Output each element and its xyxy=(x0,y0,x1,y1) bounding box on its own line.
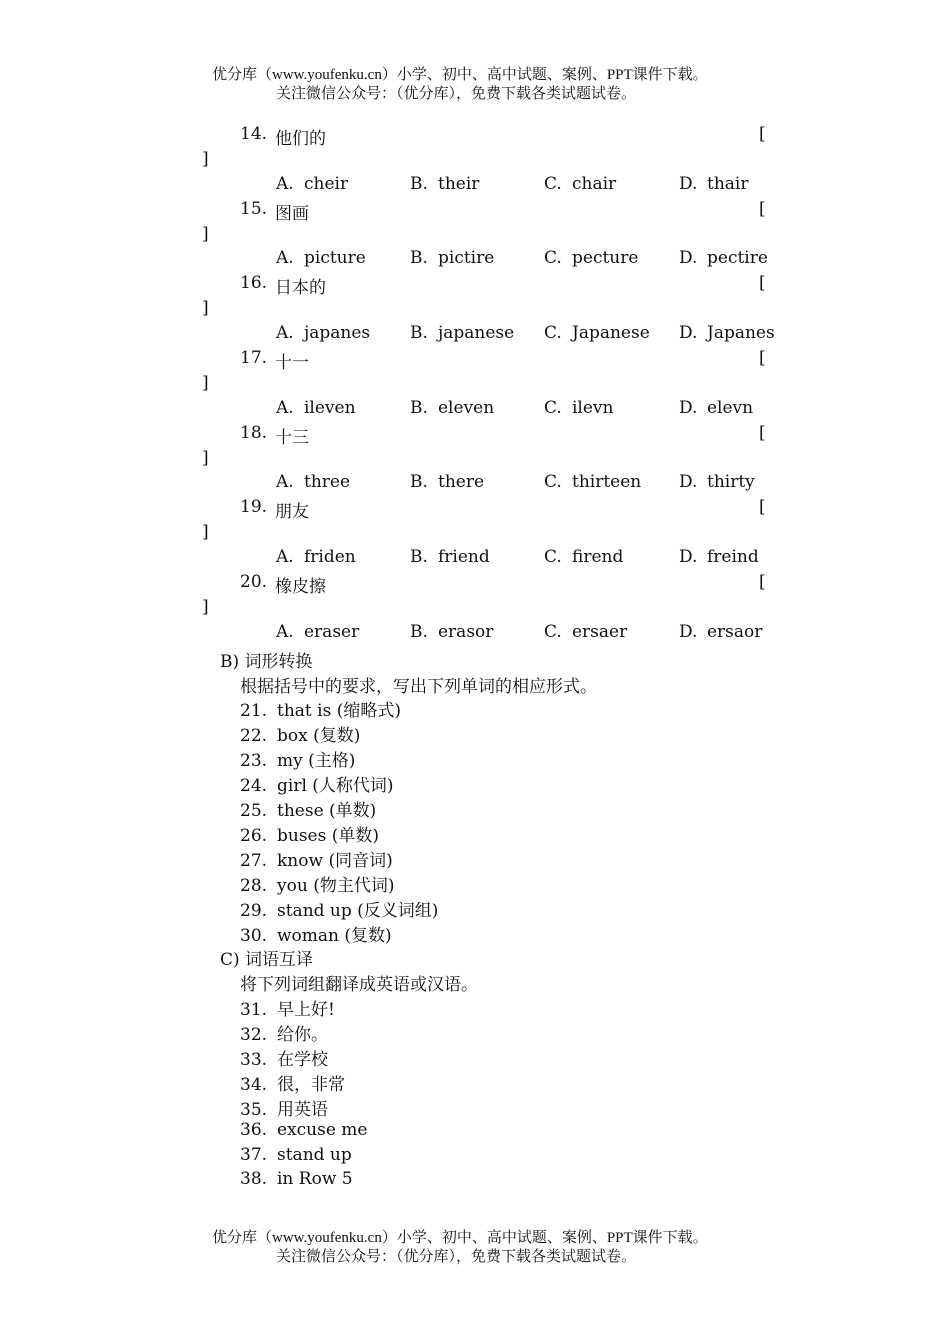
question-line xyxy=(0,572,950,597)
option-a xyxy=(276,323,370,343)
list-item xyxy=(0,1095,950,1120)
answer-bracket-close: ] xyxy=(202,596,209,617)
answer-bracket-line xyxy=(0,448,950,473)
option-text: japanes xyxy=(304,323,371,344)
option-text: Japanes xyxy=(707,323,775,344)
option-text: erasor xyxy=(438,621,494,642)
item-number: 24. xyxy=(240,776,268,797)
option-letter: C. xyxy=(544,248,562,269)
item-text: my (主格) xyxy=(277,751,356,772)
answer-bracket-open: [ xyxy=(759,348,766,369)
item-number: 34. xyxy=(240,1074,268,1095)
option-letter: B. xyxy=(410,248,428,269)
options-line xyxy=(0,323,950,348)
option-b xyxy=(410,248,494,268)
footer-line-1: 优分库（www.youfenku.cn）小学、初中、高中试题、案例、PPT课件下载。 xyxy=(212,1230,708,1246)
option-text: pecture xyxy=(572,248,639,269)
answer-bracket-line xyxy=(0,149,950,174)
option-letter: D. xyxy=(679,248,698,269)
item-number: 31. xyxy=(240,1000,268,1021)
item-text: 早上好! xyxy=(277,1000,335,1021)
option-a xyxy=(276,622,359,642)
option-text: pictire xyxy=(438,248,495,269)
item-content xyxy=(240,1020,328,1045)
question-stem: 朋友 xyxy=(275,502,309,523)
option-text: ersaor xyxy=(707,621,763,642)
answer-bracket-line xyxy=(0,522,950,547)
option-letter: D. xyxy=(679,472,698,493)
section-c-instruction: 将下列词组翻译成英语或汉语。 xyxy=(240,975,478,996)
header-line-1: 优分库（www.youfenku.cn）小学、初中、高中试题、案例、PPT课件下载。 xyxy=(212,67,708,83)
option-d xyxy=(679,622,762,642)
option-letter: D. xyxy=(679,323,698,344)
item-text: know (同音词) xyxy=(277,850,393,871)
list-item xyxy=(0,995,950,1020)
option-b xyxy=(410,174,479,194)
option-c xyxy=(544,472,641,492)
option-d xyxy=(679,398,753,418)
question-number: 18. xyxy=(240,422,268,443)
item-text: 用英语 xyxy=(277,1099,328,1120)
item-content xyxy=(240,1070,345,1095)
option-a xyxy=(276,174,348,194)
option-letter: B. xyxy=(410,323,428,344)
option-text: cheir xyxy=(304,173,349,194)
option-letter: A. xyxy=(276,397,294,418)
item-content xyxy=(240,1045,328,1070)
item-number: 30. xyxy=(240,925,268,946)
section-b-instruction: 根据括号中的要求，写出下列单词的相应形式。 xyxy=(240,676,597,697)
option-text: friend xyxy=(438,547,490,568)
option-letter: B. xyxy=(410,547,428,568)
option-text: thair xyxy=(707,173,749,194)
list-item xyxy=(0,846,950,871)
answer-bracket-line xyxy=(0,373,950,398)
option-text: their xyxy=(438,173,480,194)
option-c xyxy=(544,323,650,343)
option-b xyxy=(410,323,514,343)
option-text: chair xyxy=(572,173,617,194)
item-number: 29. xyxy=(240,900,268,921)
option-text: friden xyxy=(304,547,356,568)
option-text: freind xyxy=(707,547,759,568)
option-a xyxy=(276,398,356,418)
option-a xyxy=(276,547,356,567)
list-item xyxy=(0,771,950,796)
list-item xyxy=(0,696,950,721)
item-content xyxy=(240,721,360,746)
question-number: 19. xyxy=(240,497,268,518)
option-letter: A. xyxy=(276,248,294,269)
list-item xyxy=(0,1045,950,1070)
item-number: 35. xyxy=(240,1099,268,1120)
list-item xyxy=(0,1120,950,1145)
answer-bracket-line xyxy=(0,298,950,323)
question-line xyxy=(0,423,950,448)
item-content xyxy=(240,1120,368,1140)
option-letter: A. xyxy=(276,547,294,568)
question-number: 20. xyxy=(240,572,268,593)
item-number: 26. xyxy=(240,825,268,846)
option-d xyxy=(679,323,775,343)
item-text: that is (缩略式) xyxy=(277,701,401,722)
item-content xyxy=(240,746,355,771)
option-text: picture xyxy=(304,248,366,269)
item-text: 给你。 xyxy=(277,1025,328,1046)
option-c xyxy=(544,398,614,418)
list-item xyxy=(0,1070,950,1095)
item-content xyxy=(240,1145,352,1165)
option-text: pectire xyxy=(707,248,768,269)
option-b xyxy=(410,472,484,492)
question-line xyxy=(0,348,950,373)
option-letter: D. xyxy=(679,547,698,568)
item-number: 28. xyxy=(240,875,268,896)
question-stem: 橡皮擦 xyxy=(275,577,326,598)
option-b xyxy=(410,622,493,642)
header-line-2: 关注微信公众号：（优分库），免费下载各类试题试卷。 xyxy=(276,86,637,102)
item-content xyxy=(240,896,438,921)
item-text: buses (单数) xyxy=(277,825,380,846)
option-d xyxy=(679,174,748,194)
list-item xyxy=(0,796,950,821)
answer-bracket-line xyxy=(0,224,950,249)
option-c xyxy=(544,248,638,268)
answer-bracket-close: ] xyxy=(202,522,209,543)
option-letter: B. xyxy=(410,397,428,418)
item-number: 25. xyxy=(240,801,268,822)
list-item xyxy=(0,1020,950,1045)
list-item xyxy=(0,746,950,771)
option-letter: A. xyxy=(276,173,294,194)
option-text: japanese xyxy=(438,323,515,344)
question-stem: 十一 xyxy=(275,353,309,374)
question-stem: 图画 xyxy=(275,203,309,224)
option-text: there xyxy=(438,472,485,493)
answer-bracket-close: ] xyxy=(202,298,209,319)
answer-bracket-close: ] xyxy=(202,148,209,169)
options-line xyxy=(0,547,950,572)
options-line xyxy=(0,248,950,273)
item-number: 38. xyxy=(240,1169,268,1190)
option-letter: B. xyxy=(410,173,428,194)
question-number: 14. xyxy=(240,124,268,144)
option-letter: C. xyxy=(544,397,562,418)
option-c xyxy=(544,547,623,567)
question-line xyxy=(0,124,950,149)
question-stem: 他们的 xyxy=(275,129,326,149)
section-b xyxy=(0,647,950,946)
option-d xyxy=(679,472,755,492)
question-line xyxy=(0,199,950,224)
item-content xyxy=(240,771,394,796)
item-text: stand up (反义词组) xyxy=(277,900,439,921)
item-text: girl (人称代词) xyxy=(277,776,394,797)
section-b-title: B) 词形转换 xyxy=(220,651,313,672)
item-number: 36. xyxy=(240,1119,268,1140)
option-letter: C. xyxy=(544,323,562,344)
option-b xyxy=(410,547,490,567)
item-content xyxy=(240,821,379,846)
options-line xyxy=(0,398,950,423)
multiple-choice-questions xyxy=(0,124,950,647)
option-text: ersaer xyxy=(572,621,628,642)
item-text: box (复数) xyxy=(277,726,361,747)
item-text: these (单数) xyxy=(277,801,377,822)
question-number: 15. xyxy=(240,198,268,219)
item-content xyxy=(240,1169,353,1189)
item-content xyxy=(240,696,401,721)
list-item xyxy=(0,821,950,846)
answer-bracket-close: ] xyxy=(202,372,209,393)
option-text: ilevn xyxy=(572,397,614,418)
answer-bracket-open: [ xyxy=(759,422,766,443)
option-text: eleven xyxy=(438,397,495,418)
question-stem: 日本的 xyxy=(275,278,326,299)
item-number: 33. xyxy=(240,1049,268,1070)
item-text: stand up xyxy=(277,1144,352,1165)
item-number: 32. xyxy=(240,1025,268,1046)
option-letter: C. xyxy=(544,173,562,194)
section-c xyxy=(0,945,950,1194)
option-letter: D. xyxy=(679,621,698,642)
option-letter: C. xyxy=(544,472,562,493)
section-c-title: C) 词语互译 xyxy=(220,950,314,971)
option-a xyxy=(276,472,350,492)
option-b xyxy=(410,398,494,418)
option-c xyxy=(544,174,616,194)
list-item xyxy=(0,721,950,746)
worksheet-content xyxy=(0,124,950,1194)
item-number: 21. xyxy=(240,701,268,722)
item-number: 27. xyxy=(240,850,268,871)
option-text: ileven xyxy=(304,397,356,418)
item-text: 很，非常 xyxy=(277,1074,345,1095)
item-content xyxy=(240,921,392,946)
list-item xyxy=(0,921,950,946)
item-text: excuse me xyxy=(277,1119,368,1140)
option-letter: A. xyxy=(276,323,294,344)
item-text: you (物主代词) xyxy=(277,875,395,896)
question-line xyxy=(0,497,950,522)
option-text: firend xyxy=(572,547,624,568)
list-item xyxy=(0,1145,950,1170)
option-text: three xyxy=(304,472,351,493)
option-text: Japanese xyxy=(572,323,650,344)
options-line xyxy=(0,622,950,647)
answer-bracket-open: [ xyxy=(759,273,766,294)
list-item xyxy=(0,1169,950,1194)
option-letter: B. xyxy=(410,621,428,642)
option-text: thirty xyxy=(707,472,755,493)
option-letter: C. xyxy=(544,547,562,568)
option-text: thirteen xyxy=(572,472,642,493)
question-number: 16. xyxy=(240,273,268,294)
option-c xyxy=(544,622,627,642)
options-line xyxy=(0,174,950,199)
list-item xyxy=(0,896,950,921)
answer-bracket-open: [ xyxy=(759,124,766,144)
option-text: elevn xyxy=(707,397,754,418)
option-letter: B. xyxy=(410,472,428,493)
item-text: 在学校 xyxy=(277,1049,328,1070)
item-content xyxy=(240,1095,328,1120)
option-d xyxy=(679,248,768,268)
answer-bracket-open: [ xyxy=(759,572,766,593)
options-line xyxy=(0,472,950,497)
question-stem: 十三 xyxy=(275,427,309,448)
answer-bracket-open: [ xyxy=(759,198,766,219)
item-content xyxy=(240,846,393,871)
item-content xyxy=(240,871,394,896)
item-number: 23. xyxy=(240,751,268,772)
footer-line-2: 关注微信公众号：（优分库），免费下载各类试题试卷。 xyxy=(276,1249,637,1265)
option-text: eraser xyxy=(304,621,360,642)
item-content xyxy=(240,796,376,821)
question-line xyxy=(0,273,950,298)
question-number: 17. xyxy=(240,348,268,369)
answer-bracket-open: [ xyxy=(759,497,766,518)
item-number: 37. xyxy=(240,1144,268,1165)
option-letter: A. xyxy=(276,472,294,493)
option-d xyxy=(679,547,759,567)
option-letter: D. xyxy=(679,173,698,194)
option-letter: D. xyxy=(679,397,698,418)
item-text: in Row 5 xyxy=(277,1169,353,1190)
item-text: woman (复数) xyxy=(277,925,392,946)
answer-bracket-close: ] xyxy=(202,447,209,468)
answer-bracket-line xyxy=(0,597,950,622)
answer-bracket-close: ] xyxy=(202,223,209,244)
option-letter: C. xyxy=(544,621,562,642)
item-content xyxy=(240,995,335,1020)
option-a xyxy=(276,248,366,268)
list-item xyxy=(0,871,950,896)
item-number: 22. xyxy=(240,726,268,747)
option-letter: A. xyxy=(276,621,294,642)
